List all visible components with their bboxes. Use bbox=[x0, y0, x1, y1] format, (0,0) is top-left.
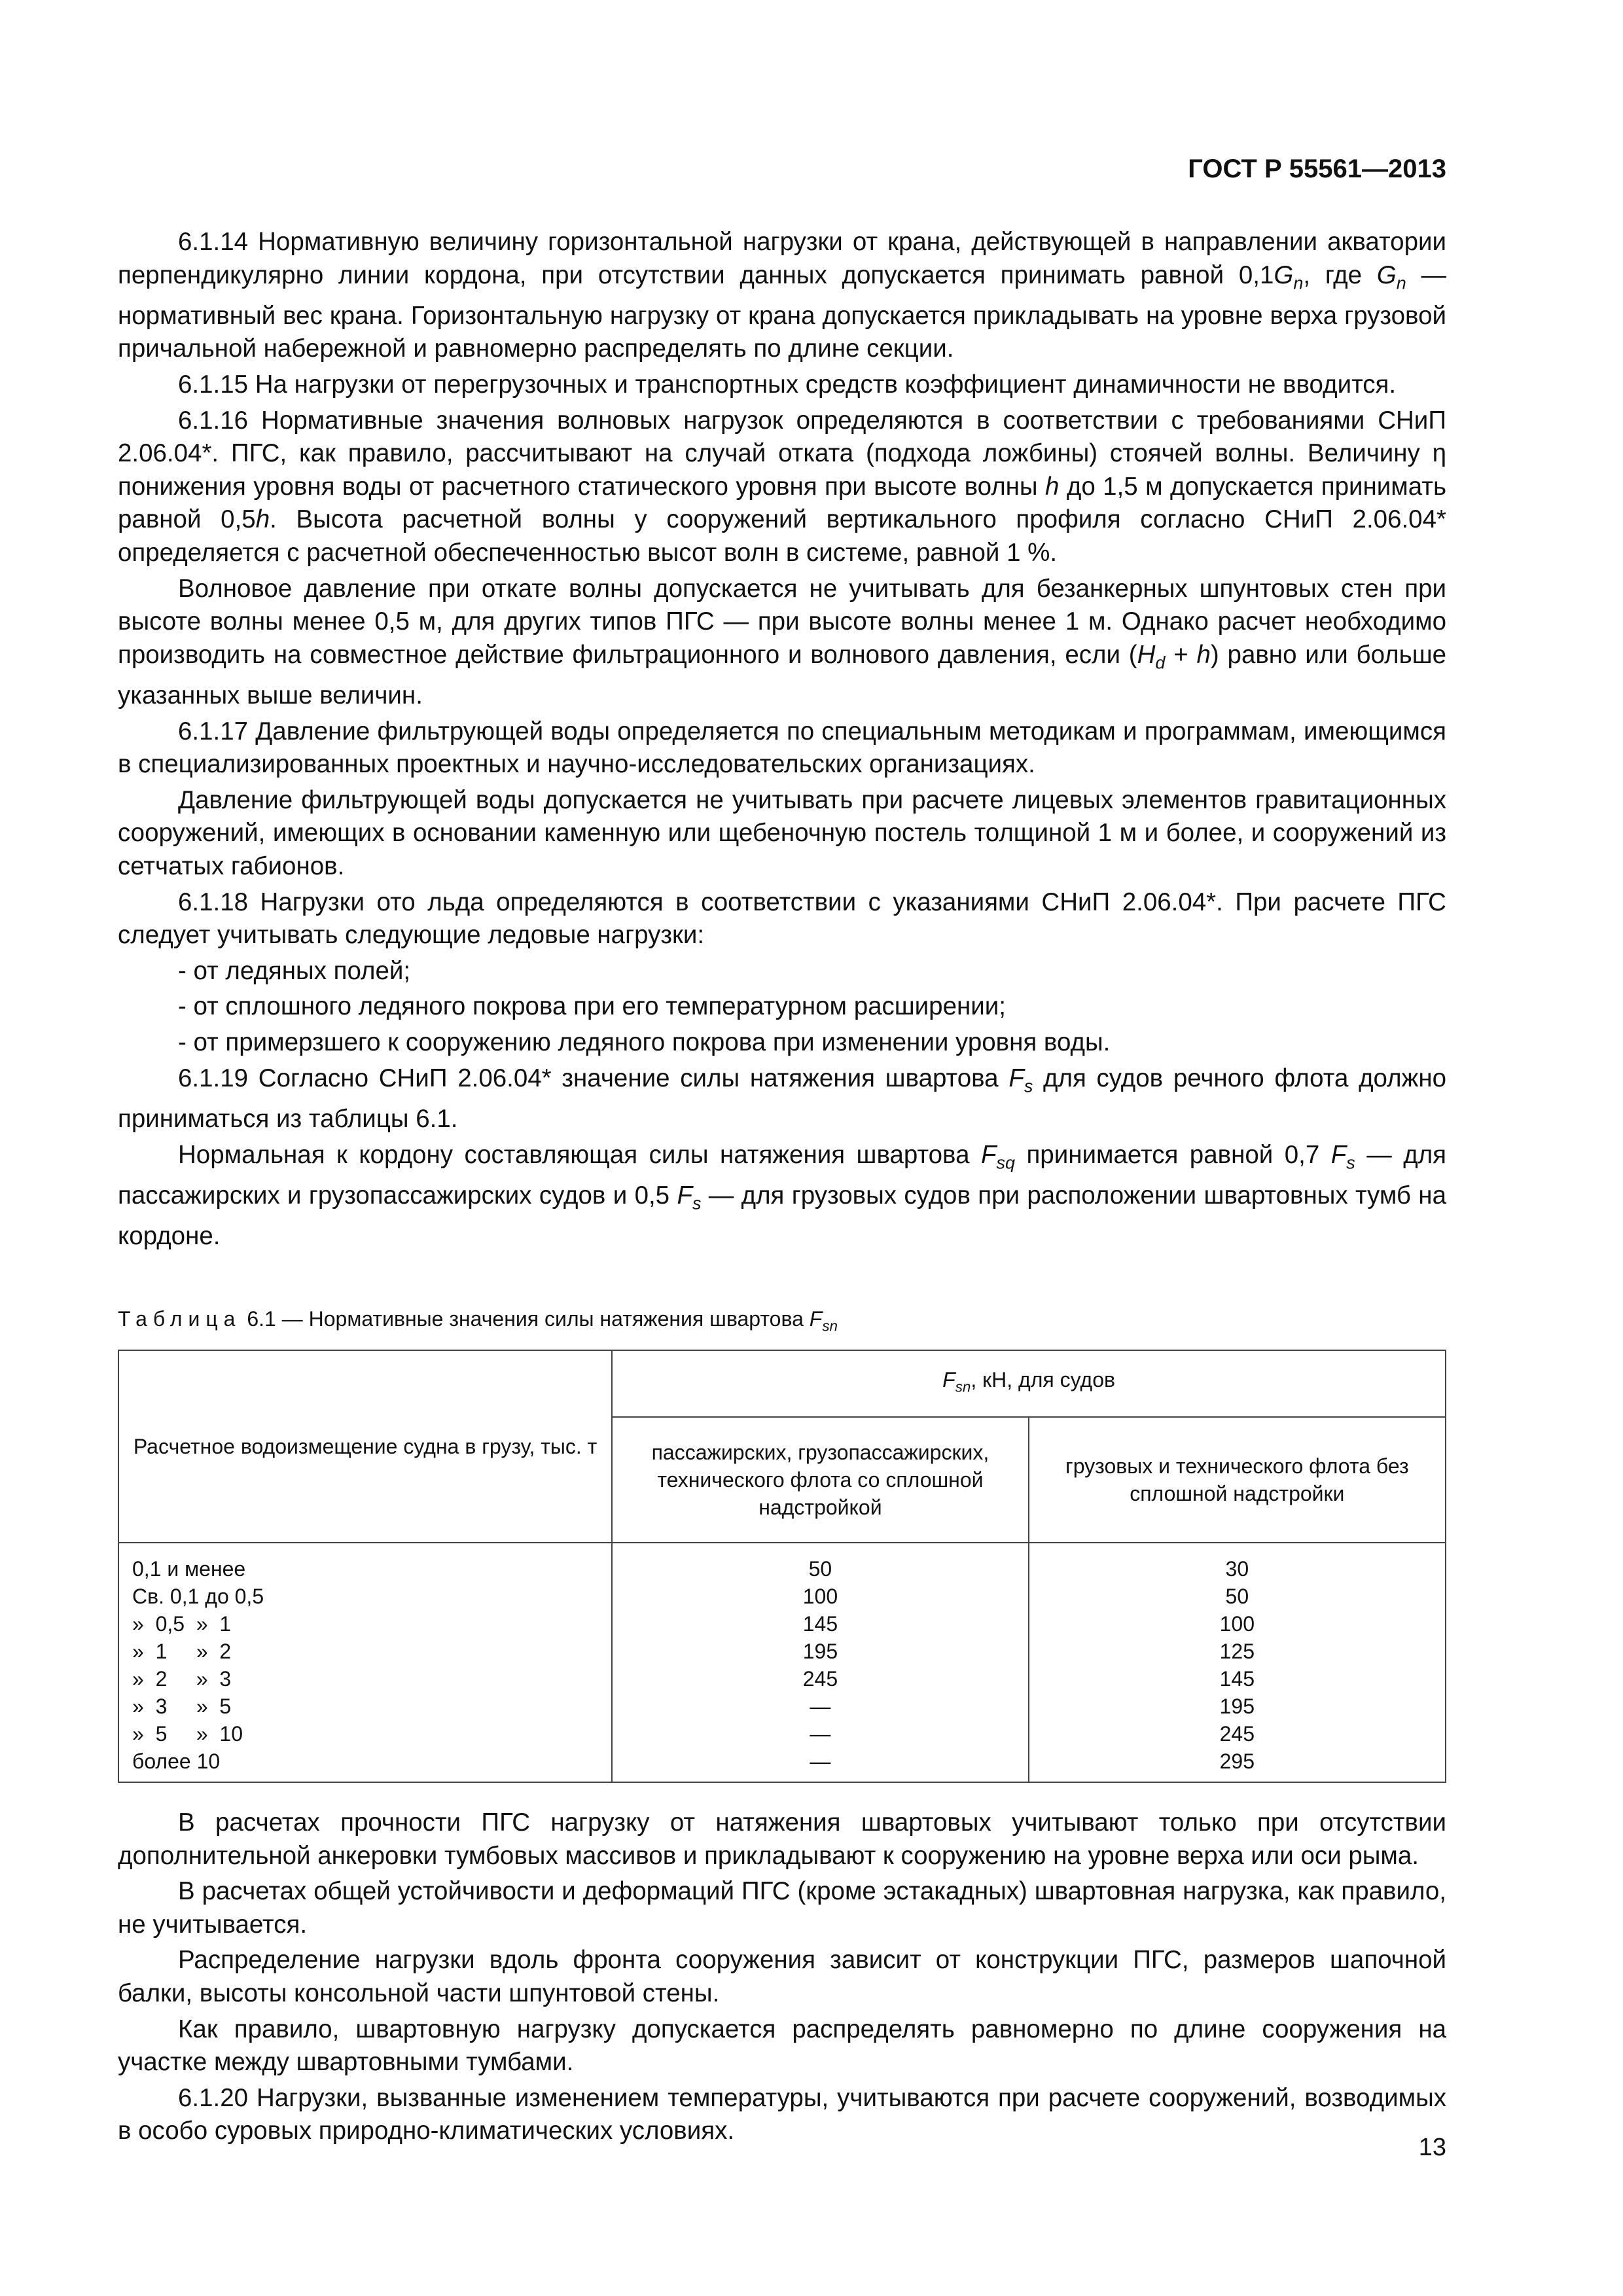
clause-6-1-16: 6.1.16 Нормативные значения волновых нагрузок определяются в соответствии с требованиями СНиП 2.06.04*. ПГС, как правило, рассчитывают на случай отката (подхода ложбины) стоячей волны. Величину η понижения уровня воды от расчетного статического уровня при высоте волны h до 1,5 м допускается принимать равной 0,5h. Высота расчетной волны у сооружений вертикального профиля согласно СНиП 2.06.04* определяется с расчетной обеспеченностью высот волн в системе, равной 1 %. bbox=[118, 406, 1446, 567]
table-header-displacement: Расчетное водоизмещение судна в грузу, тыс. т bbox=[118, 1350, 612, 1543]
table-caption: Таблица 6.1 — Нормативные значения силы натяжения швартова $F_{sn}$ bbox=[118, 1306, 838, 1335]
document-body bbox=[118, 226, 1446, 2151]
table-header-passenger: пассажирских, грузопассажирских, технического флота со сплошной надстройкой bbox=[612, 1417, 1028, 1543]
table-row: » 3 » 5 — 195 bbox=[118, 1693, 1446, 1720]
table-row: » 5 » 10 — 245 bbox=[118, 1720, 1446, 1748]
clause-6-1-15: 6.1.15 На нагрузки от перегрузочных и транспортных средств коэффициент динамичности не вводится. bbox=[178, 370, 1397, 399]
paragraph-load-distribution: Распределение нагрузки вдоль фронта сооружения зависит от конструкции ПГС, размеров шапочной балки, высоты консольной части шпунтовой стены. bbox=[118, 1946, 1446, 2008]
paragraph-filtration: Давление фильтрующей воды допускается не учитывать при расчете лицевых элементов гравитационных сооружений, имеющих в основании каменную или щебеночную постель толщиной 1 м и более, и сооружений из сетчатых габионов. bbox=[118, 785, 1446, 881]
mooring-force-table bbox=[118, 1350, 1446, 1783]
document-header: ГОСТ Р 55561—2013 bbox=[1188, 154, 1446, 183]
paragraph-stability-calc: В расчетах общей устойчивости и деформаций ПГС (кроме эстакадных) швартовная нагрузка, как правило, не учитывается. bbox=[118, 1877, 1446, 1939]
page-number: 13 bbox=[1418, 2134, 1446, 2161]
paragraph-normal-component: Нормальная к кордону составляющая силы натяжения швартова $F_{sq}$ принимается равной 0,7 $F_s$ — для пассажирских и грузопассажирских судов и 0,5 $F_s$ — для грузовых судов при расположении швартовных тумб на кордоне. bbox=[118, 1140, 1447, 1251]
clause-6-1-17: 6.1.17 Давление фильтрующей воды определяется по специальным методикам и программам, имеющимся в специализированных проектных и научно-исследовательских организациях. bbox=[118, 717, 1446, 779]
table-header-cargo: грузовых и технического флота без сплошной надстройки bbox=[1029, 1417, 1446, 1543]
clause-6-1-14: 6.1.14 Нормативную величину горизонтальной нагрузки от крана, действующей в направлении акватории перпендикулярно линии кордона, при отсутствии данных допускается принимать равной $0,1G_n$, где $G_n$ — нормативный вес крана. Горизонтальную нагрузку от крана допускается прикладывать на уровне верха грузовой причальной набережной и равномерно распределять по длине секции. bbox=[118, 228, 1447, 363]
list-item: - от ледяных полей; bbox=[178, 956, 411, 985]
table-row: » 0,5 » 1 145 100 bbox=[118, 1610, 1446, 1638]
paragraph-uniform-distribution: Как правило, швартовную нагрузку допускается распределять равномерно по длине сооружения на участке между швартовными тумбами. bbox=[118, 2015, 1446, 2077]
table-header-force-group: $F_{sn}$, кН, для судов bbox=[612, 1350, 1446, 1417]
table-row: более 10 — 295 bbox=[118, 1748, 1446, 1782]
clause-6-1-19: 6.1.19 Согласно СНиП 2.06.04* значение силы натяжения швартова $F_s$ для судов речного флота должно приниматься из таблицы 6.1. bbox=[118, 1064, 1446, 1133]
table-row: » 1 » 2 195 125 bbox=[118, 1638, 1446, 1665]
list-item: - от примерзшего к сооружению ледяного покрова при изменении уровня воды. bbox=[178, 1028, 1111, 1057]
paragraph-strength-calc: В расчетах прочности ПГС нагрузку от натяжения швартовых учитывают только при отсутствии дополнительной анкеровки тумбовых массивов и прикладывают к сооружению на уровне верха или оси рыма. bbox=[118, 1808, 1446, 1870]
table-row: Св. 0,1 до 0,5 100 50 bbox=[118, 1583, 1446, 1610]
table-row: 0,1 и менее 50 30 bbox=[118, 1543, 1446, 1583]
clause-6-1-18: 6.1.18 Нагрузки ото льда определяются в соответствии с указаниями СНиП 2.06.04*. При расчете ПГС следует учитывать следующие ледовые нагрузки: bbox=[118, 888, 1446, 950]
table-row: » 2 » 3 245 145 bbox=[118, 1665, 1446, 1693]
paragraph-wave-pressure: Волновое давление при откате волны допускается не учитывать для безанкерных шпунтовых стен при высоте волны менее 0,5 м, для других типов ПГС — при высоте волны менее 1 м. Однако расчет необходимо производить на совместное действие фильтрационного и волнового давления, если $(H_d + h)$ равно или больше указанных выше величин. bbox=[118, 574, 1446, 710]
clause-6-1-20: 6.1.20 Нагрузки, вызванные изменением температуры, учитываются при расчете сооружений, возводимых в особо суровых природно-климатических условиях. bbox=[118, 2083, 1446, 2145]
list-item: - от сплошного ледяного покрова при его температурном расширении; bbox=[178, 992, 1006, 1021]
